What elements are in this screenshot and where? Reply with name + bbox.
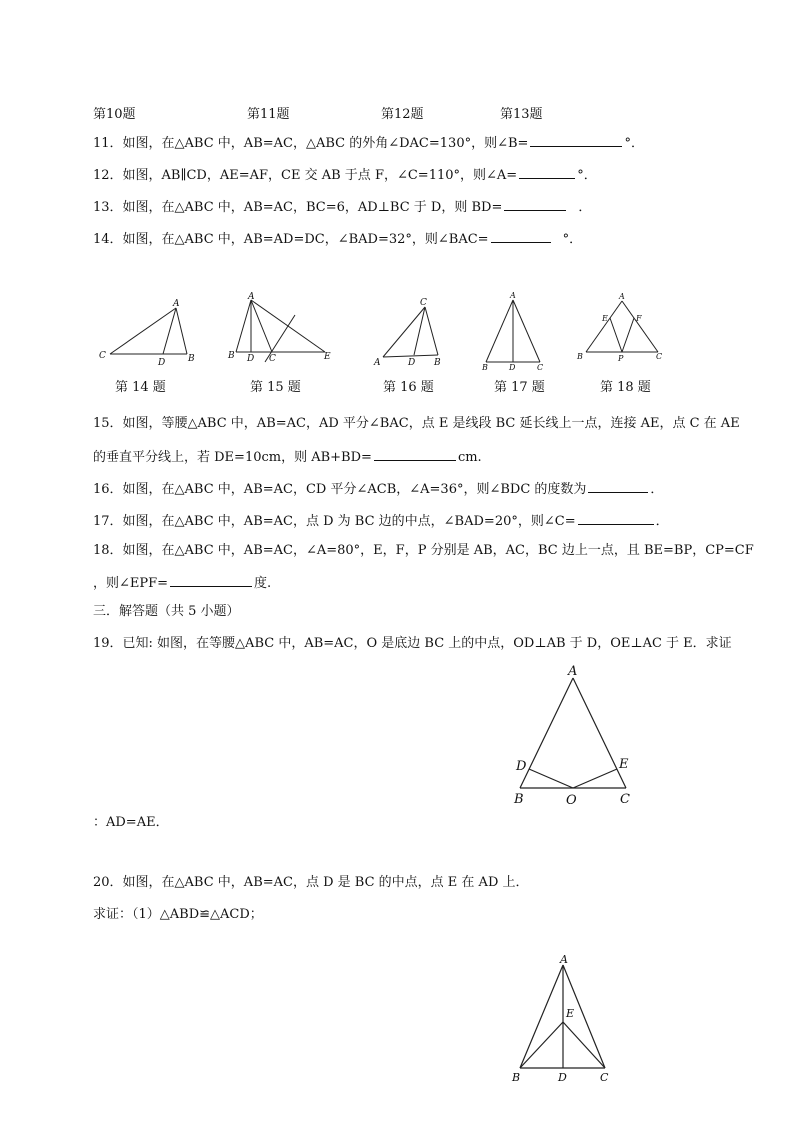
question-17: 17．如图，在△ABC 中，AB=AC，点 D 为 BC 边的中点，∠BAD=20°，则∠C= ． <box>93 514 669 529</box>
figure-19 <box>505 660 650 810</box>
answer-blank <box>504 198 566 211</box>
label-D: D <box>516 759 527 774</box>
figure-18 <box>572 290 667 365</box>
answer-blank <box>588 480 648 493</box>
answer-blank <box>578 512 654 525</box>
label-C: C <box>600 1071 609 1084</box>
label-D: D <box>408 358 416 368</box>
figure-14 <box>95 295 205 367</box>
label-B: B <box>482 363 488 372</box>
label-D: D <box>247 354 255 364</box>
figure-20 <box>505 950 625 1090</box>
question-11: 11．如图，在△ABC 中，AB=AC，△ABC 的外角∠DAC=130°，则∠B= °． <box>93 136 644 151</box>
label-E: E <box>619 757 629 772</box>
question-13: 13．如图，在△ABC 中，AB=AC，BC=6，AD⊥BC 于 D，则 BD= ． <box>93 200 592 215</box>
label-B: B <box>514 792 524 807</box>
label-C: C <box>656 352 663 361</box>
label-A: A <box>173 299 180 309</box>
question-18-line2: ，则∠EPF= 度. <box>93 576 272 591</box>
answer-blank <box>519 166 575 179</box>
caption-fig13: 第13题 <box>500 107 543 122</box>
label-E: E <box>602 314 608 323</box>
caption-fig11: 第11题 <box>247 107 290 122</box>
label-P: P <box>618 354 624 363</box>
label-D: D <box>158 358 166 368</box>
question-15-line1: 15．如图，等腰△ABC 中，AB=AC，AD 平分∠BAC，点 E 是线段 BC 延长线上一点，连接 AE，点 C 在 AE <box>93 416 740 431</box>
label-A: A <box>510 291 516 300</box>
question-19-line2: ：AD=AE． <box>93 815 169 830</box>
label-A: A <box>568 664 578 679</box>
caption-fig14: 第 14 题 <box>115 380 166 395</box>
question-16: 16．如图，在△ABC 中，AB=AC，CD 平分∠ACB，∠A=36°，则∠BDC 的度数为 ． <box>93 482 664 497</box>
label-C: C <box>537 363 544 372</box>
label-B: B <box>434 358 441 368</box>
label-C: C <box>620 792 630 807</box>
answer-blank <box>170 574 252 587</box>
label-C: C <box>269 354 276 364</box>
label-E: E <box>324 352 331 362</box>
label-B: B <box>512 1071 521 1084</box>
label-O: O <box>566 793 577 808</box>
question-20-line2: 求证：（1）△ABD≌△ACD； <box>93 907 263 922</box>
caption-fig17: 第 17 题 <box>494 380 545 395</box>
question-19-line1: 19．已知: 如图，在等腰△ABC 中，AB=AC，O 是底边 BC 上的中点，OD⊥AB 于 D，OE⊥AC 于 E．求证 <box>93 636 732 651</box>
caption-fig18: 第 18 题 <box>600 380 651 395</box>
caption-fig12: 第12题 <box>381 107 424 122</box>
answer-blank <box>530 134 622 147</box>
label-A: A <box>619 292 625 301</box>
question-12: 12．如图，AB∥CD，AE=AF，CE 交 AB 于点 F，∠C=110°，则∠A= °． <box>93 168 597 183</box>
label-D: D <box>509 363 516 372</box>
figure-17 <box>478 290 553 370</box>
label-B: B <box>228 351 235 361</box>
label-A: A <box>560 953 568 966</box>
label-A: A <box>248 292 255 302</box>
caption-fig15: 第 15 题 <box>250 380 301 395</box>
label-E: E <box>566 1007 575 1020</box>
question-18-line1: 18．如图，在△ABC 中，AB=AC，∠A=80°，E，F，P 分别是 AB，AC，BC 边上一点，且 BE=BP，CP=CF <box>93 543 754 558</box>
question-15-line2: 的垂直平分线上，若 DE=10cm，则 AB+BD= cm. <box>93 450 482 465</box>
label-B: B <box>188 354 195 364</box>
label-B: B <box>577 352 583 361</box>
question-20-line1: 20．如图，在△ABC 中，AB=AC，点 D 是 BC 的中点，点 E 在 AD 上． <box>93 875 529 890</box>
figure-16 <box>370 295 450 370</box>
question-14: 14．如图，在△ABC 中，AB=AD=DC，∠BAD=32°，则∠BAC= °． <box>93 232 583 247</box>
figure-15 <box>225 290 340 365</box>
label-C: C <box>99 351 106 361</box>
answer-blank <box>374 448 456 461</box>
label-A: A <box>374 358 381 368</box>
caption-fig16: 第 16 题 <box>383 380 434 395</box>
label-F: F <box>636 314 642 323</box>
label-D: D <box>558 1071 567 1084</box>
section-heading: 三．解答题（共 5 小题） <box>93 604 240 619</box>
answer-blank <box>491 230 551 243</box>
caption-fig10: 第10题 <box>93 107 136 122</box>
label-C: C <box>420 298 427 308</box>
